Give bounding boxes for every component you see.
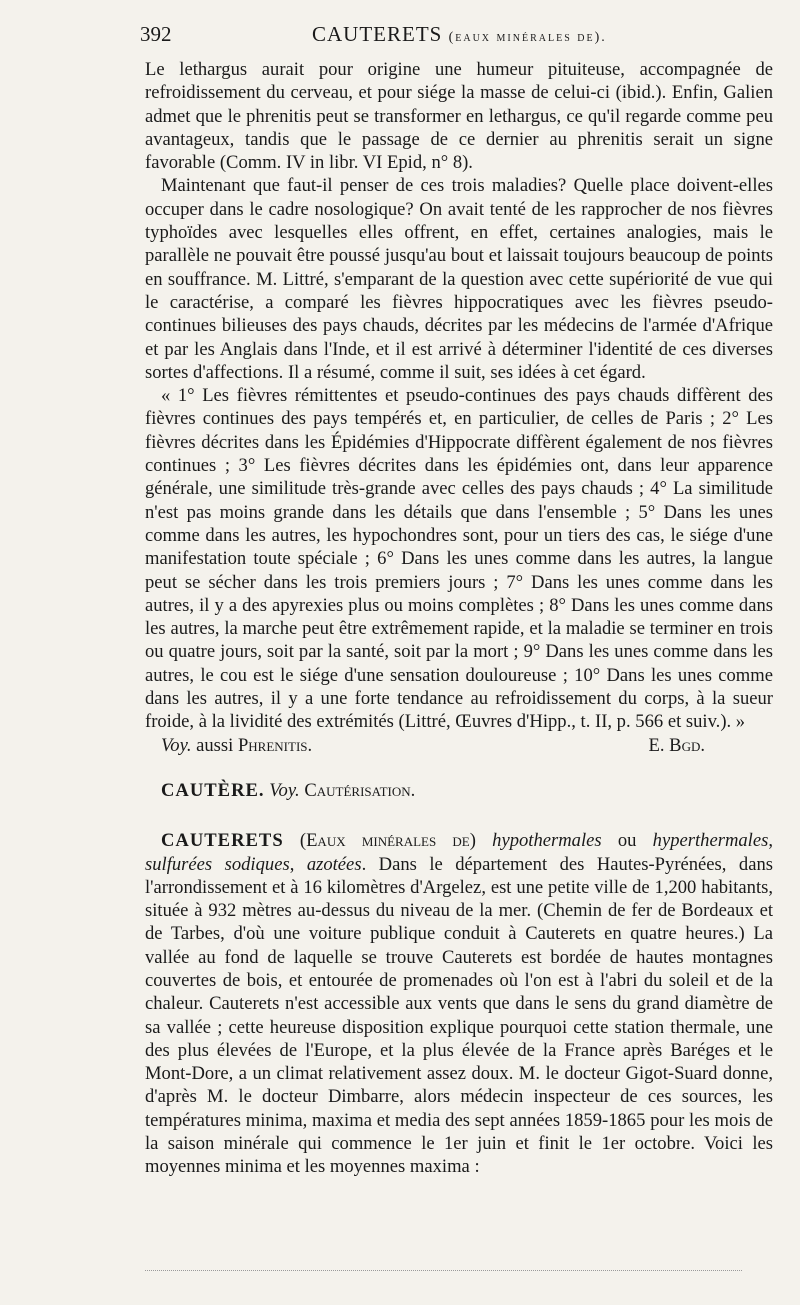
term-hypothermales: hypothermales [492,830,602,852]
running-title [312,22,607,47]
paragraph-maintenant: Maintenant que faut-il penser de ces trois maladies? Quelle place doivent-elles occuper dans le cadre nosologique? On avait tenté de les rapprocher de nos fièvres typhoïdes avec lesquelles elles offrent, en effet, certaines analogies, mais le parallèle ne pouvait être poussé jusqu'au bout et laissait toujours beaucoup de points en souffrance. M. Littré, s'emparant de la question avec cette supériorité de vue qui le caractérise, a comparé les fièvres hippocratiques avec les fièvres pseudo-continues bilieuses des pays chauds, décrites par les médecins de l'armée d'Afrique et par les Anglais dans l'Inde, et il est arrivé à déterminer l'identité de ces diverses sortes d'affections. Il a résumé, comme il suit, ses idées à cet égard. [145,175,773,383]
term-hyperthermales: hyperthermales [652,830,769,852]
spacer [145,757,773,779]
entry-head-cautere: CAUTÈRE. [161,779,265,801]
xref-dot: . [307,734,313,756]
see-also-text: aussi [191,734,238,756]
bottom-dotted-rule [145,1270,742,1271]
paragraph-lethargus: Le lethargus aurait pour origine une humeur pituiteuse, accompagnée de refroidissement du cerveau, et pour siége la masse de celui-ci (ibid.). Enfin, Galien admet que le phrenitis peut se transformer en lethargus, ce qu'il regarde comme peu avantageux, tandis que le passage de ce dernier au phrenitis serait un signe favorable (Comm. IV in libr. VI Epid, n° 8). [145,59,773,174]
entry-subtitle: Eaux minérales de [306,830,470,852]
term-sulfurees: sulfurées sodiques [145,853,290,875]
voy-abbrev: Voy. [161,734,192,756]
entry-cauterets: CAUTERETS (Eaux minérales de) hypothermales ou hyperthermales, sulfurées sodiques, azotées. Dans le département des Hautes-Pyrénées, dans l'arrondissement et à 16 kilomètres d'Argelez, est une petite ville de 1,200 habitants, située à 932 mètres au-dessus du niveau de la mer. (Chemin de fer de Bordeaux et de Tarbes, d'où une voiture publique conduit à Cauterets en quatre heures.) La vallée au fond de laquelle se trouve Cauterets est bordée de hautes montagnes couvertes de bois, et entourée de promenades où l'on est à l'abri du soleil et de la chaleur. Cauterets n'est accessible aux vents que dans le sens du grand diamètre de sa vallée ; cette heureuse disposition explique pourquoi cette station thermale, une des plus élevées de l'Europe, et la plus élevée de la France après Baréges et le Mont-Dore, a un climat relativement assez doux. M. le docteur Gigot-Suard donne, d'après M. le docteur Dimbarre, alors médecin inspecteur de ces sources, les températures minima, maxima et media des sept années 1859-1865 pour les mois de la saison minérale qui commence le 1er juin et finit le 1er octobre. Voici les moyennes minima et les moyennes maxima : [145,830,773,1178]
running-title-sub: (eaux minérales de). [448,30,607,45]
paragraph-littre-quote: « 1° Les fièvres rémittentes et pseudo-continues des pays chauds diffèrent des fièvres continues des pays tempérés et, en particulier, de celles de Paris ; 2° Les fièvres décrites dans les Épidémies d'Hippocrate diffèrent également de nos fièvres continues ; 3° Les fièvres décrites dans les épidémies ont, dans leur apparence générale, une similitude très-grande avec celles des pays chauds ; 4° La similitude n'est pas moins grande dans les détails que dans l'ensemble ; 5° Dans les unes comme dans les autres, les hypochondres sont, pour un tiers des cas, le siége d'une manifestation toute spéciale ; 6° Dans les unes comme dans les autres, la langue peut se sécher dans les trois premiers jours ; 7° Dans les unes comme dans les autres, il y a des apyrexies plus ou moins complètes ; 8° Dans les unes comme dans les autres, la marche peut être extrêmement rapide, et la maladie se terminer en trois ou quatre jours, soit par la santé, soit par la mort ; 9° Dans les unes comme dans les autres, le cou est le siége d'une sensation douloureuse ; 10° Dans les unes comme dans les autres, il y a une forte tendance au refroidissement du corps, à la sueur froide, à la lividité des extrémités (Littré, Œuvres d'Hipp., t. II, p. 566 et suiv.). » [145,385,773,733]
page-body [145,58,773,1179]
signature-line [145,734,773,757]
see-also [145,734,312,757]
page-number: 392 [140,22,172,46]
spacer [145,802,773,829]
author-signature: E. Bgd. [648,734,705,756]
entry-cauterets-text: . Dans le département des Hautes-Pyrénées, dans l'arrondissement et à 16 kilomètres d'Argelez, est une petite ville de 1,200 habitants, située à 932 mètres au-dessus du niveau de la mer. (Chemin de fer de Bordeaux et de Tarbes, d'où une voiture publique conduit à Cauterets en quatre heures.) La vallée au fond de laquelle se trouve Cauterets est bordée de hautes montagnes couvertes de bois, et entourée de promenades où l'on est à l'abri du soleil et de la chaleur. Cauterets n'est accessible aux vents que dans le sens du grand diamètre de sa vallée ; cette heureuse disposition explique pourquoi cette station thermale, une des plus élevées de l'Europe, et la plus élevée de la France après Baréges et le Mont-Dore, a un climat relativement assez doux. M. le docteur Gigot-Suard donne, d'après M. le docteur Dimbarre, alors médecin inspecteur de ces sources, les températures minima, maxima et media des sept années 1859-1865 pour les mois de la saison minérale qui commence le 1er juin et finit le 1er octobre. Voici les moyennes minima et les moyennes maxima : [145,853,773,1178]
entry-cautere [145,779,773,802]
running-title-main: CAUTERETS [312,22,443,46]
voy-abbrev-2: Voy. [269,779,300,801]
entry-head-cauterets: CAUTERETS [161,830,284,852]
xref-phrenitis[interactable]: Phrenitis [237,734,308,756]
xref-cauterisation[interactable]: Cautérisation. [304,779,416,801]
term-azotees: azotées [306,853,362,875]
running-header [140,22,765,52]
